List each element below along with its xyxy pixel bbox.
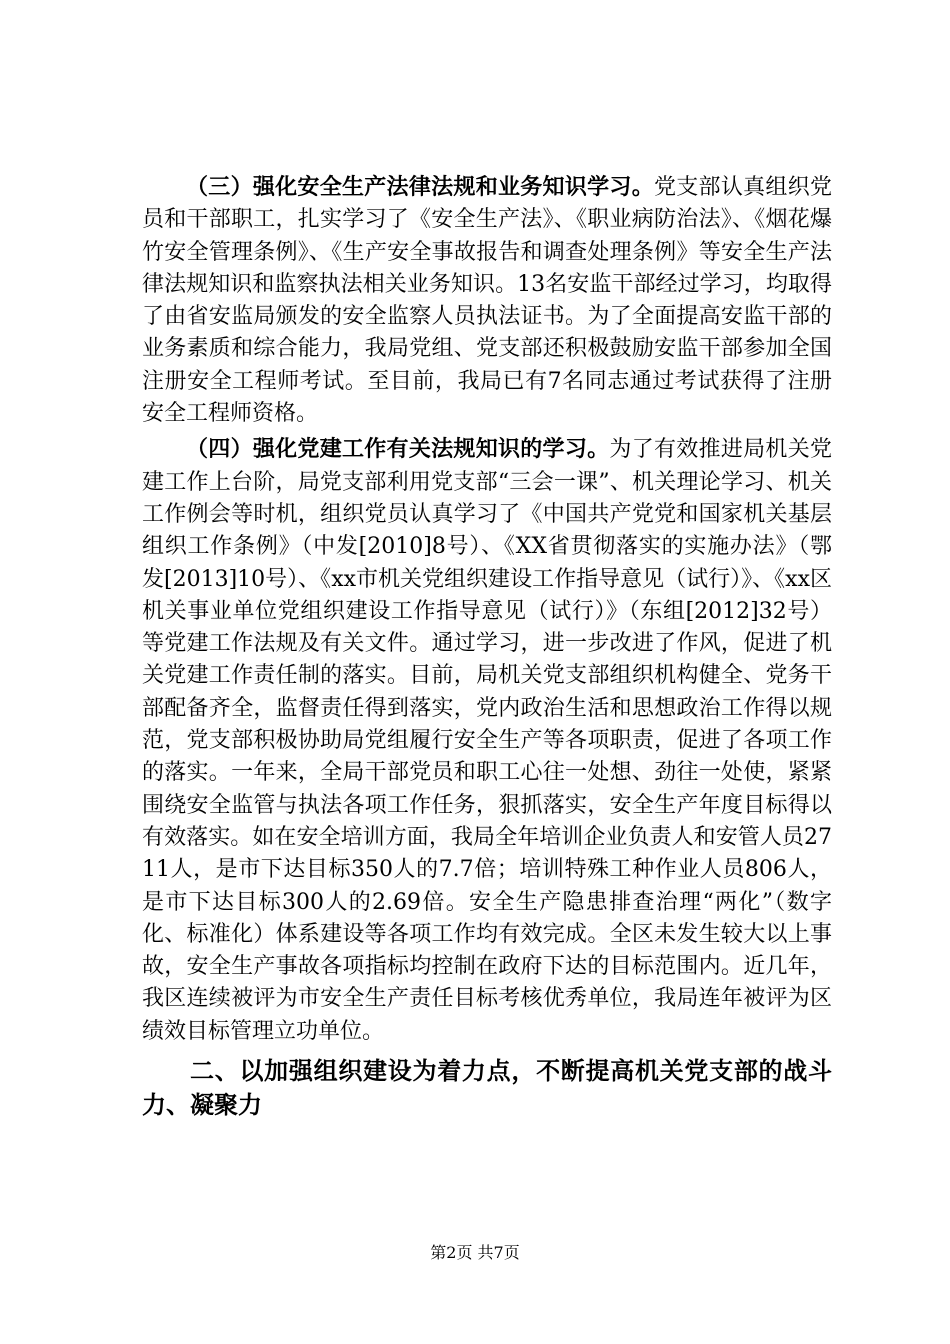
page-footer: 第2页 共7页 bbox=[430, 1243, 520, 1262]
paragraph-body-4: 为了有效推进局机关党建工作上台阶，局党支部利用党支部“三会一课”、机关理论学习、机关工作例会等时机，组织党员认真学习了《中国共产党党和国家机关基层组织工作条例》（中发[2010]8号）、《XX省贯彻落实的实施办法》（鄂发[2013]10号）、《xx市机关党组织建设工作指导意见（试行）》、《xx区机关事业单位党组织建设工作指导意见（试行）》（东组[2012]32号）等党建工作法规及有关文件。通过学习，进一步改进了作风，促进了机关党建工作责任制的落实。目前，局机关党支部组织机构健全、党务干部配备齐全，监督责任得到落实，党内政治生活和思想政治工作得以规范，党支部积极协助局党组履行安全生产等各项职责，促进了各项工作的落实。一年来，全局干部党员和职工心往一处想、劲往一处使，紧紧围绕安全监管与执法各项工作任务，狠抓落实，安全生产年度目标得以有效落实。如在安全培训方面，我局全年培训企业负责人和安管人员2711人，是市下达目标350人的7.7倍；培训特殊工种作业人员806人，是市下达目标300人的2.69倍。安全生产隐患排查治理“两化”（数字化、标准化）体系建设等各项工作均有效完成。全区未发生较大以上事故，安全生产事故各项指标均控制在政府下达的目标范围内。近几年，我区连续被评为市安全生产责任目标考核优秀单位，我局连年被评为区绩效目标管理立功单位。 bbox=[142, 437, 832, 1044]
paragraph-party-building bbox=[142, 433, 832, 1048]
paragraph-heading-3: （三）强化安全生产法律法规和业务知识学习。 bbox=[186, 174, 654, 200]
paragraph-body-3: 党支部认真组织党员和干部职工，扎实学习了《安全生产法》、《职业病防治法》、《烟花爆竹安全管理条例》、《生产安全事故报告和调查处理条例》等安全生产法律法规知识和监察执法相关业务知识。13名安监干部经过学习，均取得了由省安监局颁发的安全监察人员执法证书。为了全面提高安监干部的业务素质和综合能力，我局党组、党支部还积极鼓励安监干部参加全国注册安全工程师考试。至目前，我局已有7名同志通过考试获得了注册安全工程师资格。 bbox=[142, 175, 832, 427]
document-body bbox=[142, 171, 832, 1122]
paragraph-heading-4: （四）强化党建工作有关法规知识的学习。 bbox=[186, 436, 610, 463]
section-heading: 二、以加强组织建设为着力点，不断提高机关党支部的战斗力、凝聚力 bbox=[142, 1056, 832, 1120]
paragraph-training-laws bbox=[142, 171, 832, 430]
